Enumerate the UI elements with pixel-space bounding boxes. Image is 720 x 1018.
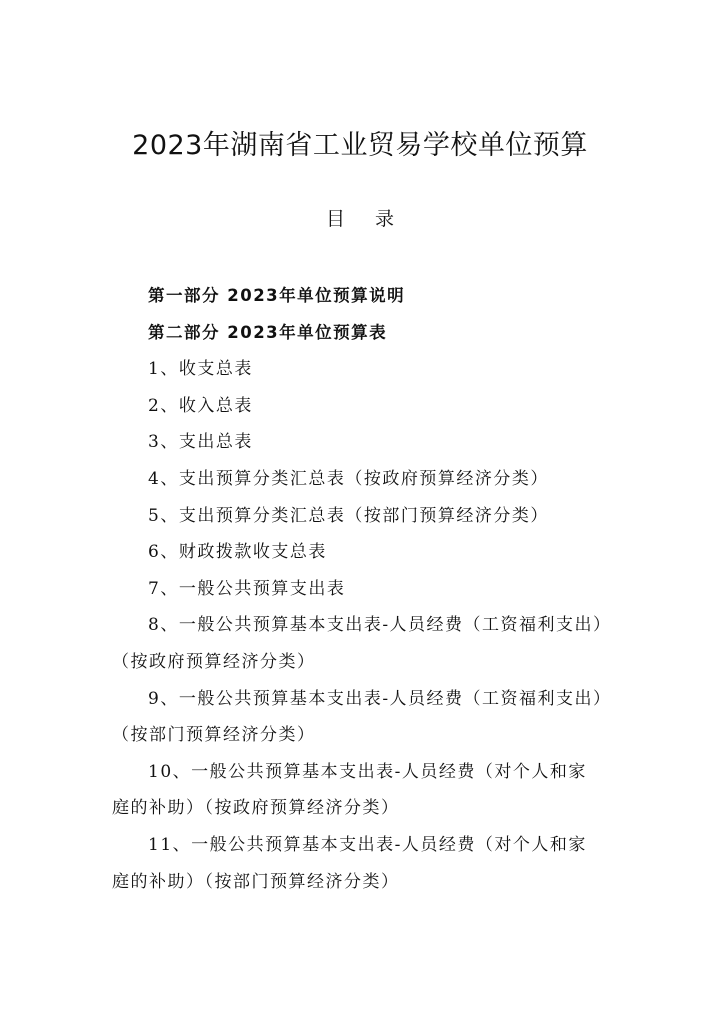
toc-item-5: 5、支出预算分类汇总表（按部门预算经济分类） <box>148 505 549 526</box>
toc-item-6: 6、财政拨款收支总表 <box>148 542 327 563</box>
toc-item-11-line-1: 11、一般公共预算基本支出表-人员经费（对个人和家 <box>148 834 587 855</box>
toc-item-9-line-2: （按部门预算经济分类） <box>112 725 316 746</box>
toc-part-1: 第一部分 2023年单位预算说明 <box>148 286 406 305</box>
toc-item-9-line-1: 9、一般公共预算基本支出表-人员经费（工资福利支出） <box>148 688 612 709</box>
toc-item-10-line-1: 10、一般公共预算基本支出表-人员经费（对个人和家 <box>148 761 587 782</box>
toc-item-10-line-2: 庭的补助）（按政府预算经济分类） <box>112 798 400 819</box>
toc-heading: 目 录 <box>325 208 407 230</box>
toc-item-2: 2、收入总表 <box>148 395 253 416</box>
document-title: 2023年湖南省工业贸易学校单位预算 <box>132 130 588 161</box>
toc-part-2: 第二部分 2023年单位预算表 <box>148 322 388 342</box>
toc-item-11-line-2: 庭的补助）（按部门预算经济分类） <box>112 871 400 892</box>
toc-item-7: 7、一般公共预算支出表 <box>148 578 346 599</box>
toc-item-3: 3、支出总表 <box>148 432 253 453</box>
toc-item-1: 1、收支总表 <box>148 359 253 380</box>
toc-item-8-line-1: 8、一般公共预算基本支出表-人员经费（工资福利支出） <box>148 615 612 636</box>
table-of-contents <box>112 278 612 900</box>
toc-item-4: 4、支出预算分类汇总表（按政府预算经济分类） <box>148 468 549 489</box>
toc-item-8-line-2: （按政府预算经济分类） <box>112 651 316 672</box>
